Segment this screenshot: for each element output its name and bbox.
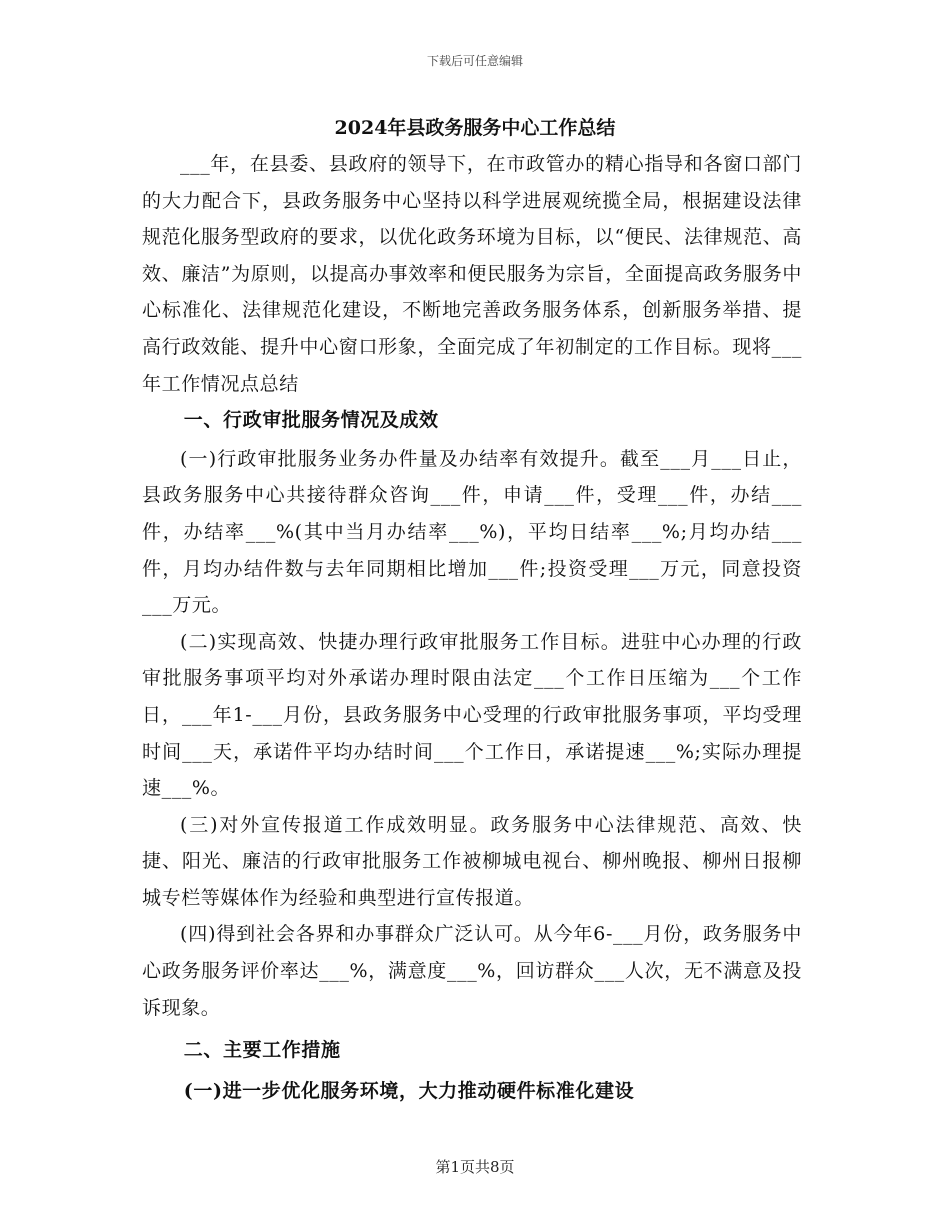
section-1-item-1: (一)行政审批服务业务办件量及办结率有效提升。截至___月___日止，县政务服务中心共接待群众咨询___件，申请___件，受理___件，办结___件，办结率___%(其中当月办结率___%)，平均日结率___%;月均办结___件，月均办结件数与去年同期相比增加___件;投资受理___万元，同意投资___万元。: [142, 447, 802, 617]
document-body: [142, 146, 802, 1109]
section-1-item-3: (三)对外宣传报道工作成效明显。政务服务中心法律规范、高效、快捷、阳光、廉洁的行政审批服务工作被柳城电视台、柳州晚报、柳州日报柳城专栏等媒体作为经验和典型进行宣传报道。: [142, 813, 802, 909]
section-1-item-2: (二)实现高效、快捷办理行政审批服务工作目标。进驻中心办理的行政审批服务事项平均对外承诺办理时限由法定___个工作日压缩为___个工作日，___年1-___月份，县政务服务中心受理的行政审批服务事项，平均受理时间___天，承诺件平均办结时间___个工作日，承诺提速___%;实际办理提速___%。: [142, 630, 802, 800]
page-number: 第1页共8页: [435, 1158, 515, 1176]
section-2-subheading: (一)进一步优化服务环境，大力推动硬件标准化建设: [183, 1079, 635, 1102]
intro-paragraph: ___年，在县委、县政府的领导下，在市政管办的精心指导和各窗口部门的大力配合下，县政务服务中心坚持以科学进展观统揽全局，根据建设法律规范化服务型政府的要求，以优化政务环境为目标，以“便民、法律规范、高效、廉洁”为原则，以提高办事效率和便民服务为宗旨，全面提高政务服务中心标准化、法律规范化建设，不断地完善政务服务体系，创新服务举措、提高行政效能、提升中心窗口形象，全面完成了年初制定的工作目标。现将___年工作情况点总结: [142, 153, 802, 395]
section-2-heading: 二、主要工作措施: [183, 1039, 341, 1062]
section-1-heading: 一、行政审批服务情况及成效: [183, 409, 439, 432]
page-header-note: 下载后可任意编辑: [426, 54, 523, 68]
section-1-item-4: (四)得到社会各界和办事群众广泛认可。从今年6-___月份，政务服务中心政务服务评价率达___%，满意度___%，回访群众___人次，无不满意及投诉现象。: [142, 923, 802, 1019]
document-title: 2024年县政务服务中心工作总结: [334, 117, 616, 139]
